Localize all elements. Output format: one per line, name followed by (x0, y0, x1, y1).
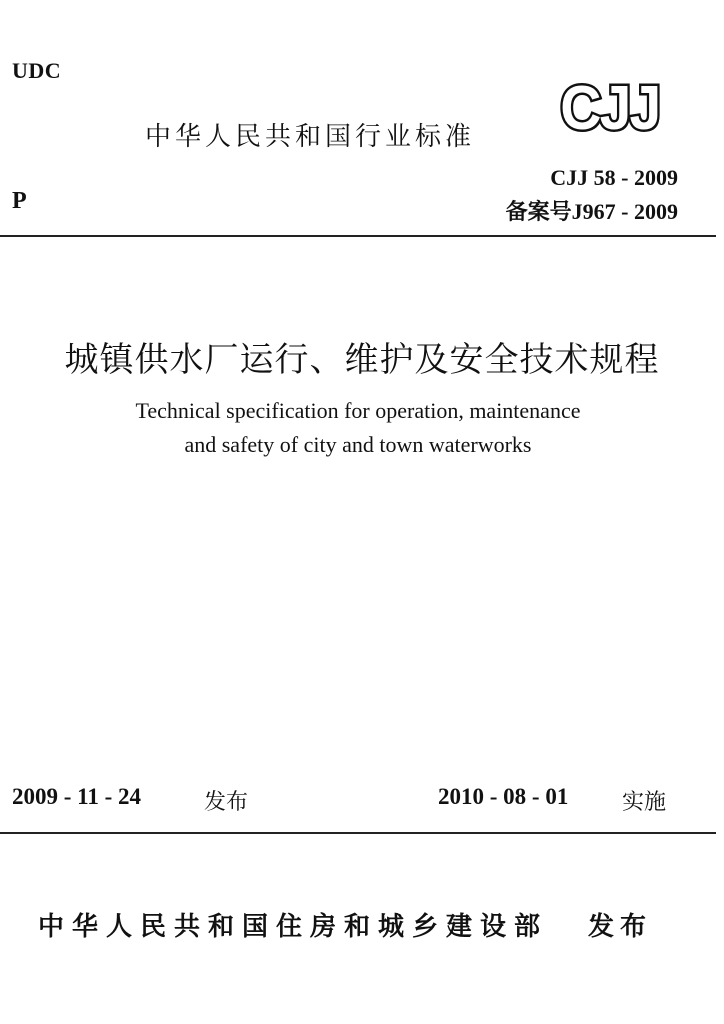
category-code: P (12, 188, 27, 214)
issuer-label: 发布 (588, 912, 653, 942)
standard-number: CJJ 58 - 2009 (550, 165, 678, 190)
cjj-emblem-logo (544, 74, 676, 143)
english-title-line-1: Technical specification for operation, maintenance (135, 398, 581, 423)
implementation-label: 实施 (622, 790, 667, 815)
issuing-authority: 中华人民共和国住房和城乡建设部 (38, 912, 549, 942)
top-divider (0, 235, 716, 237)
issue-date: 2009 - 11 - 24 (12, 784, 142, 809)
implementation-date: 2010 - 08 - 01 (438, 784, 569, 809)
standard-type-heading: 中华人民共和国行业标准 (145, 122, 476, 152)
filing-number: 备案号J967 - 2009 (505, 199, 678, 224)
english-title-line-2: and safety of city and town waterworks (184, 432, 532, 457)
cjj-emblem-text: CJJ (560, 74, 660, 143)
chinese-title: 城镇供水厂运行、维护及安全技术规程 (64, 340, 660, 380)
udc-label: UDC (12, 58, 62, 83)
bottom-divider (0, 832, 716, 834)
issue-label: 发布 (204, 790, 249, 815)
